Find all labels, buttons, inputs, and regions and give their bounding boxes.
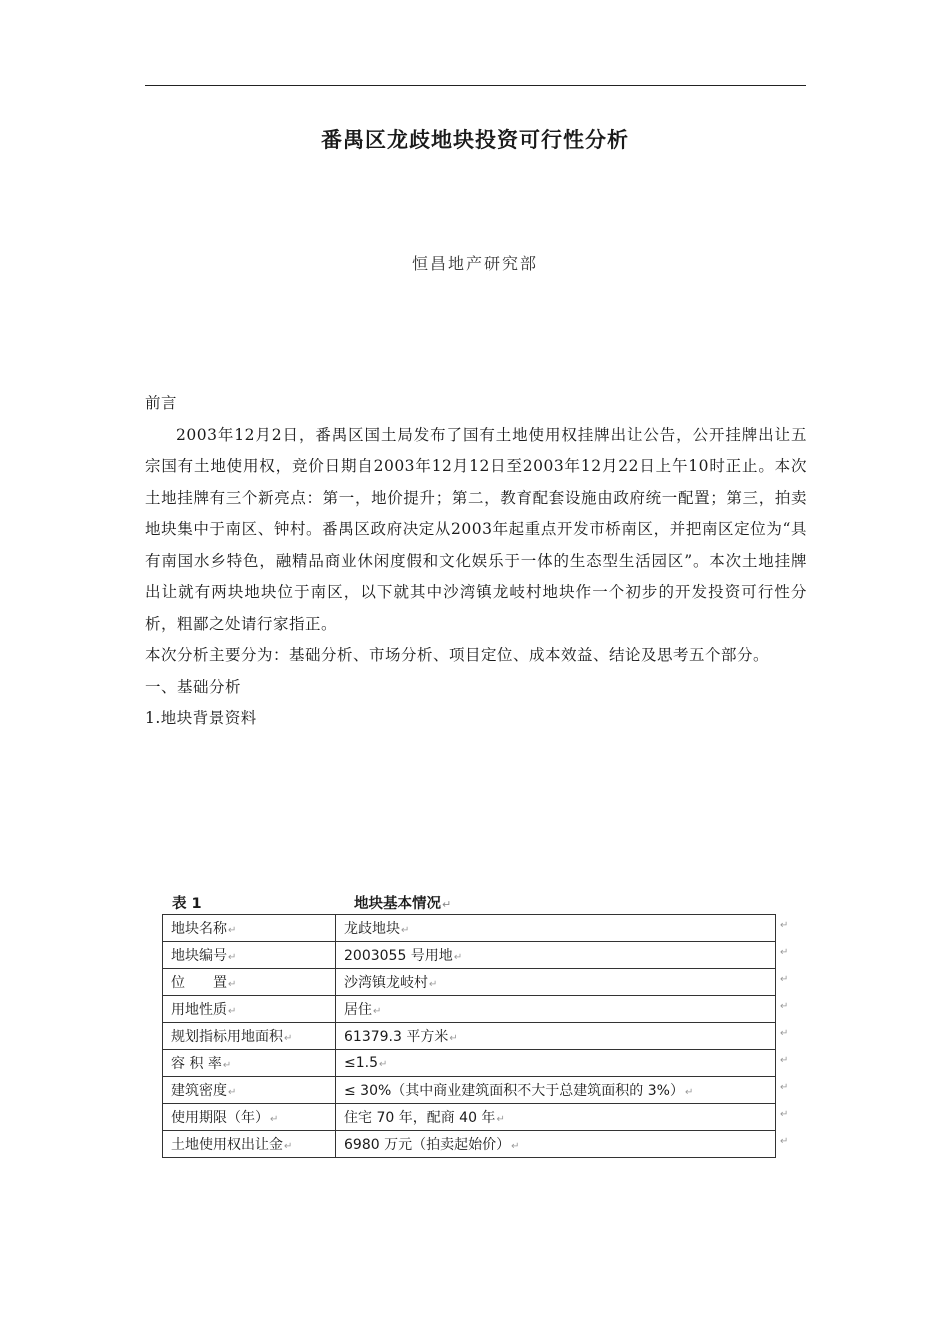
paragraph: 本次分析主要分为：基础分析、市场分析、项目定位、成本效益、结论及思考五个部分。	[145, 646, 770, 664]
row-label-text: 用地性质	[171, 1002, 227, 1018]
row-label	[163, 1023, 336, 1050]
row-value-text: 61379.3 平方米	[344, 1029, 449, 1045]
table-row	[163, 942, 776, 969]
land-info-table	[162, 892, 792, 1158]
row-label-text: 容 积 率	[171, 1056, 222, 1072]
paragraph-mark-icon: ↵	[511, 1141, 520, 1152]
row-label	[163, 1077, 336, 1104]
header-rule	[145, 85, 806, 86]
paragraph-mark-icon: ↵	[284, 1141, 293, 1152]
section-heading: 一、基础分析	[145, 677, 242, 696]
paragraph-mark-icon: ↵	[442, 898, 452, 911]
row-value	[336, 915, 776, 942]
paragraph-mark-icon: ↵	[684, 1087, 694, 1098]
table-row	[163, 1023, 776, 1050]
row-end-mark-icon: ↵	[780, 1082, 789, 1093]
row-value	[336, 996, 776, 1023]
paragraph-mark-icon: ↵	[270, 1114, 279, 1125]
row-value	[336, 969, 776, 996]
row-value-text: 住宅 70 年，配商 40 年	[344, 1110, 496, 1126]
paragraph-mark-icon: ↵	[496, 1114, 505, 1125]
row-label-text: 地块名称	[171, 921, 227, 937]
row-value	[336, 1077, 776, 1104]
row-end-mark-icon: ↵	[780, 1055, 789, 1066]
document-title: 番禺区龙歧地块投资可行性分析	[321, 127, 629, 152]
row-label	[163, 1104, 336, 1131]
row-label-text: 土地使用权出让金	[171, 1137, 283, 1153]
paragraph-mark-icon: ↵	[373, 1006, 382, 1017]
paragraph-mark-icon: ↵	[449, 1033, 458, 1044]
row-label	[163, 942, 336, 969]
row-label-text: 规划指标用地面积	[171, 1029, 283, 1045]
row-value-text: 2003055 号用地	[344, 948, 453, 964]
row-value	[336, 942, 776, 969]
paragraph-mark-icon: ↵	[228, 1087, 237, 1098]
row-label	[163, 915, 336, 942]
table-row	[163, 969, 776, 996]
table-row	[163, 915, 776, 942]
row-label	[163, 969, 336, 996]
row-value-text: ≤ 30%（其中商业建筑面积不大于总建筑面积的 3%）	[344, 1083, 684, 1099]
row-value	[336, 1131, 776, 1158]
row-label	[163, 996, 336, 1023]
row-label-text: 地块编号	[171, 948, 227, 964]
row-end-mark-icon: ↵	[780, 947, 789, 958]
table-caption	[162, 892, 792, 914]
paragraph-mark-icon: ↵	[228, 925, 237, 936]
paragraph: 2003年12月2日，番禺区国土局发布了国有土地使用权挂牌出让公告，公开挂牌出让五宗国有土地使用权，竞价日期自2003年12月12日至2003年12月22日上午10时正止。本次土地挂牌有三个新亮点：第一，地价提升；第二，教育配套设施由政府统一配置；第三，拍卖地块集中于南区、钟村。番禺区政府决定从2003年起重点开发市桥南区，并把南区定位为“具有南国水乡特色，融精品商业休闲度假和文化娱乐于一体的生态型生活园区”。本次土地挂牌出让就有两块地块位于南区，以下就其中沙湾镇龙岐村地块作一个初步的开发投资可行性分析，粗鄙之处请行家指正。	[145, 425, 807, 633]
row-end-mark-icon: ↵	[780, 1028, 789, 1039]
row-value-text: 沙湾镇龙岐村	[344, 975, 428, 991]
paragraph-mark-icon: ↵	[401, 925, 410, 936]
row-label-text: 使用期限（年）	[171, 1110, 269, 1126]
paragraph: 前言	[145, 394, 178, 412]
table-title: 地块基本情况	[354, 896, 441, 912]
row-value	[336, 1023, 776, 1050]
paragraph-mark-icon: ↵	[453, 952, 463, 963]
row-end-mark-icon: ↵	[780, 974, 789, 985]
row-end-mark-icon: ↵	[780, 1001, 789, 1012]
row-value	[336, 1104, 776, 1131]
row-value-text: 龙歧地块	[344, 921, 400, 937]
table-row	[163, 1050, 776, 1077]
row-label-text: 位 置	[171, 975, 227, 991]
table-row	[163, 1077, 776, 1104]
row-end-mark-icon: ↵	[780, 1136, 789, 1147]
row-value	[336, 1050, 776, 1077]
table-row	[163, 1131, 776, 1158]
table-body	[162, 914, 776, 1158]
document-body	[145, 388, 807, 735]
paragraph-mark-icon: ↵	[429, 979, 438, 990]
row-label	[163, 1131, 336, 1158]
row-value-text: ≤1.5	[344, 1055, 378, 1071]
row-value-text: 6980 万元（拍卖起始价）	[344, 1137, 511, 1153]
paragraph-mark-icon: ↵	[228, 979, 237, 990]
row-label-text: 建筑密度	[171, 1083, 227, 1099]
table-number: 表 1	[172, 896, 202, 912]
table-row	[163, 996, 776, 1023]
row-label	[163, 1050, 336, 1077]
row-end-mark-icon: ↵	[780, 920, 789, 931]
author-line: 恒昌地产研究部	[411, 254, 538, 273]
row-end-mark-icon: ↵	[780, 1109, 789, 1120]
paragraph-mark-icon: ↵	[379, 1059, 388, 1070]
paragraph-mark-icon: ↵	[228, 952, 237, 963]
paragraph-mark-icon: ↵	[222, 1060, 232, 1071]
row-value-text: 居住	[344, 1002, 372, 1018]
subsection-heading: 1.地块背景资料	[145, 709, 257, 727]
table-row	[163, 1104, 776, 1131]
paragraph-mark-icon: ↵	[228, 1006, 237, 1017]
paragraph-mark-icon: ↵	[284, 1033, 293, 1044]
